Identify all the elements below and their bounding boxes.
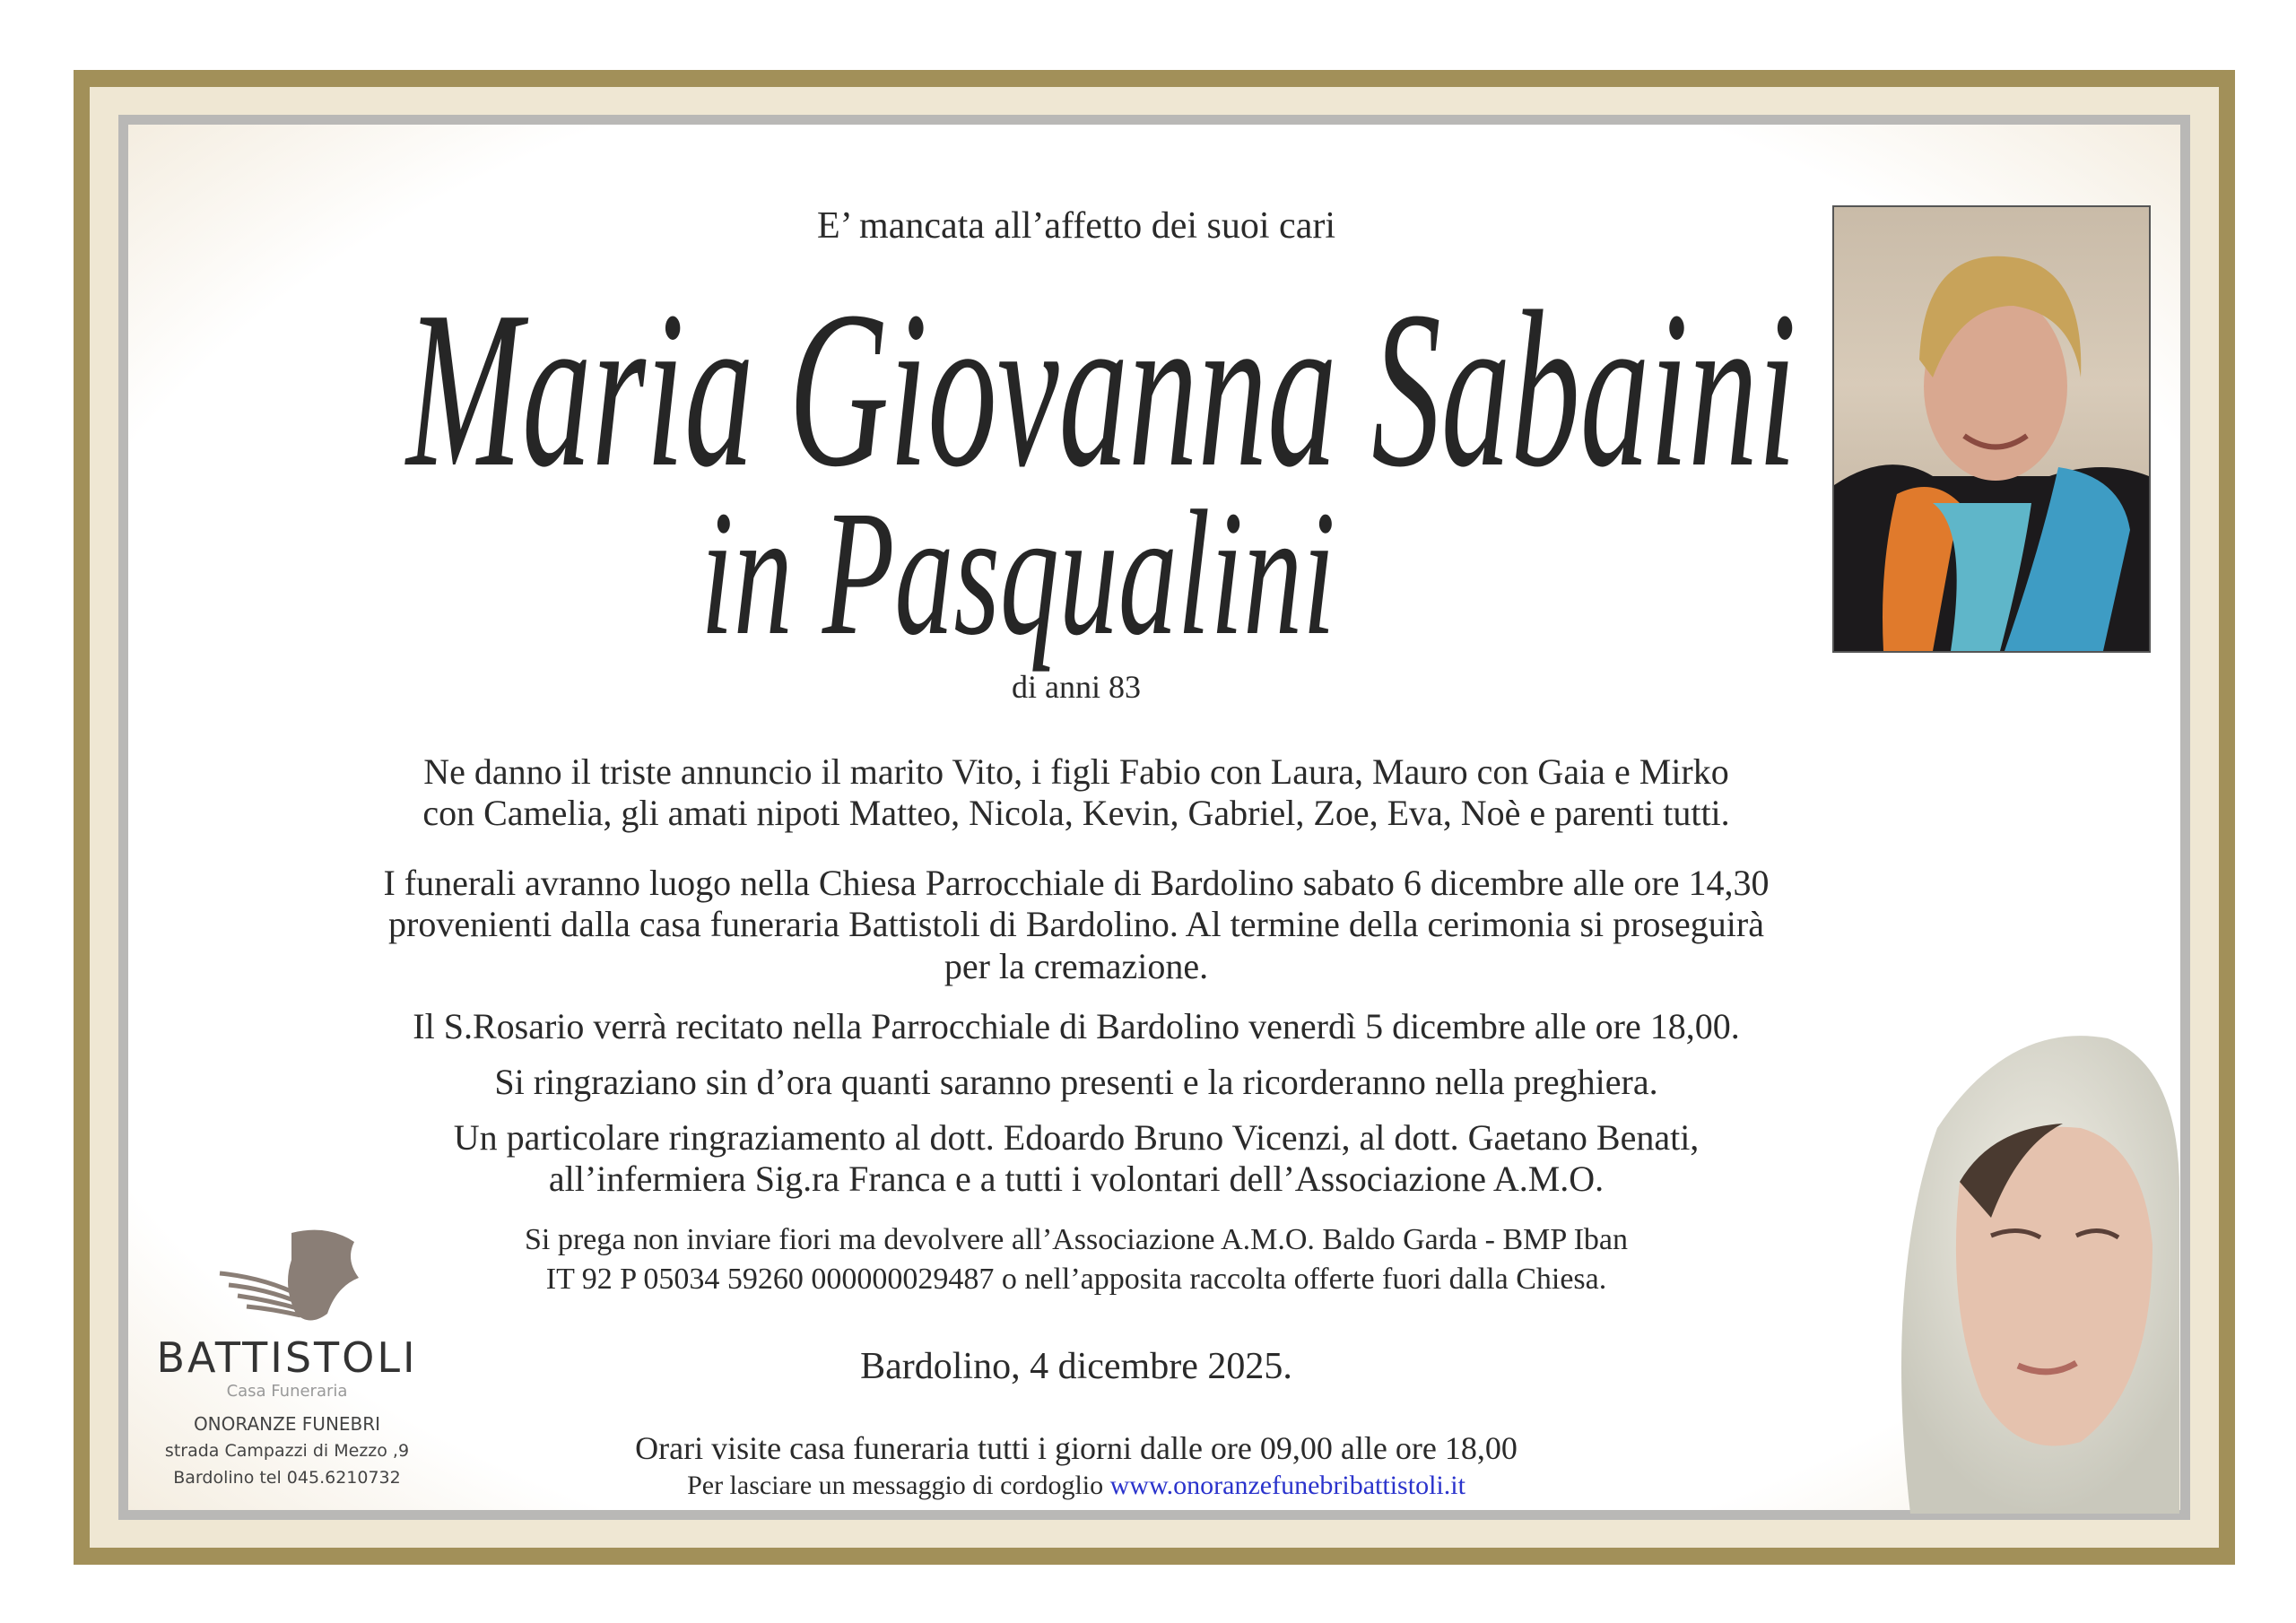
battistoli-logo [152, 1224, 422, 1493]
logo-brand: BATTISTOLI [156, 1333, 418, 1382]
donation-line-1: Si prega non inviare fiori ma devolvere all’Associazione A.M.O. Baldo Garda - BMP Iban [525, 1223, 1628, 1256]
madonna-illustration [1883, 1011, 2188, 1514]
funeral-line-2: provenienti dalla casa funeraria Battistoli di Bardolino. Al termine della cerimonia si proseguirà [388, 904, 1764, 944]
logo-subtitle: Casa Funeraria [226, 1382, 348, 1401]
condolence-line [179, 1471, 1973, 1501]
funeral-line-3: per la cremazione. [944, 946, 1209, 986]
donation-line-2: IT 92 P 05034 59260 000000029487 o nell’apposita raccolta offerte fuori dalla Chiesa. [545, 1263, 1607, 1296]
deceased-name: Maria Giovanna Sabaini [406, 265, 1796, 514]
married-name: in Pasqualini [700, 474, 1335, 673]
condolence-link[interactable]: www.onoranzefunebribattistoli.it [1109, 1471, 1465, 1500]
family-line-1: Ne danno il triste annuncio il marito Vito, i figli Fabio con Laura, Mauro con Gaia e Mirko [423, 751, 1729, 792]
place-date: Bardolino, 4 dicembre 2025. [860, 1346, 1292, 1387]
logo-phone: Bardolino tel 045.6210732 [173, 1468, 401, 1488]
special-thanks-line-2: all’infermiera Sig.ra Franca e a tutti i volontari dell’Associazione A.M.O. [548, 1159, 1605, 1199]
logo-address: strada Campazzi di Mezzo ,9 [164, 1441, 410, 1461]
madonna-image [1883, 1011, 2188, 1514]
funeral-line-1: I funerali avranno luogo nella Chiesa Parrocchiale di Bardolino sabato 6 dicembre alle ore 14,30 [383, 863, 1770, 903]
intro-text: E’ mancata all’affetto dei suoi cari [817, 205, 1335, 247]
winged-horse-logo-icon [211, 1224, 363, 1332]
special-thanks-line-1: Un particolare ringraziamento al dott. Edoardo Bruno Vicenzi, al dott. Gaetano Benati, [453, 1117, 1700, 1158]
deceased-photo [1832, 205, 2151, 653]
thanks-text: Si ringraziano sin d’ora quanti saranno presenti e la ricorderanno nella preghiera. [494, 1062, 1658, 1102]
portrait-illustration [1834, 207, 2149, 651]
family-line-2: con Camelia, gli amati nipoti Matteo, Nicola, Kevin, Gabriel, Zoe, Eva, Noè e parenti tutti. [422, 793, 1730, 833]
visiting-hours: Orari visite casa funeraria tutti i giorni dalle ore 09,00 alle ore 18,00 [635, 1430, 1518, 1466]
rosary-text: Il S.Rosario verrà recitato nella Parrocchiale di Bardolino venerdì 5 dicembre alle ore 18,00. [413, 1006, 1740, 1046]
logo-line-1: ONORANZE FUNEBRI [193, 1413, 381, 1435]
condolence-prefix: Per lasciare un messaggio di cordoglio [687, 1471, 1104, 1500]
age-text: di anni 83 [1012, 669, 1141, 705]
